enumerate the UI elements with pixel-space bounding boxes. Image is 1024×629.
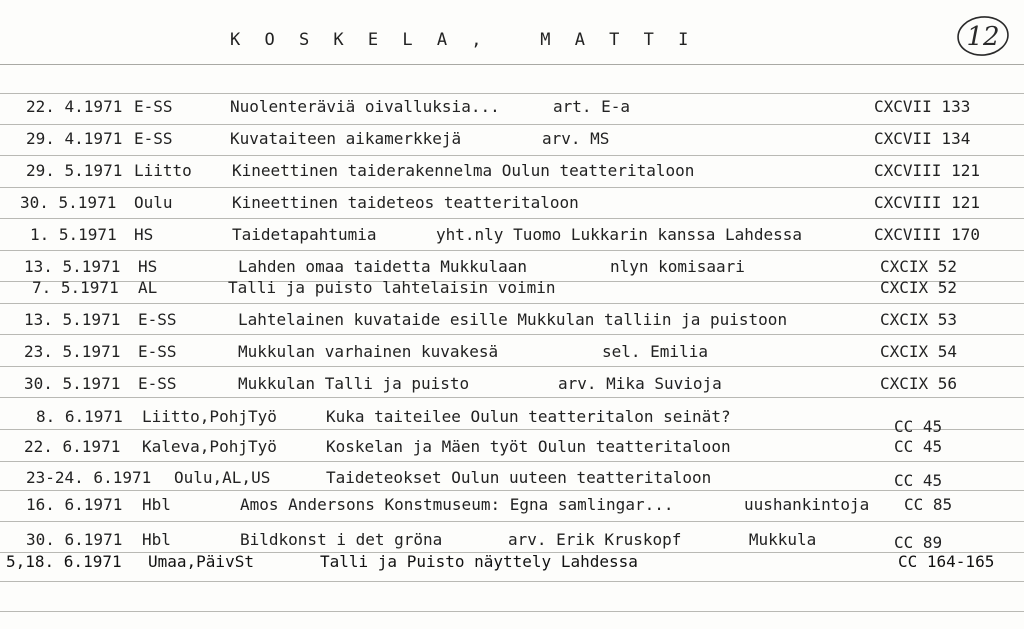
ruled-line xyxy=(0,250,1024,251)
entry-ref: CXCIX 56 xyxy=(880,374,958,393)
entry-note: yht.nly Tuomo Lukkarin kanssa Lahdessa xyxy=(436,225,803,244)
entry-date: 5,18. 6.1971 xyxy=(6,552,122,571)
entry-title: Kuvataiteen aikamerkkejä xyxy=(230,129,462,148)
entry-date: 8. 6.1971 xyxy=(36,407,123,426)
entry-date: 7. 5.1971 xyxy=(32,278,119,297)
entry-title: Talli ja puisto lahtelaisin voimin xyxy=(228,278,556,297)
entry-title: Bildkonst i det gröna xyxy=(240,530,443,549)
entry-date: 13. 5.1971 xyxy=(24,310,121,329)
entry-date: 23-24. 6.1971 xyxy=(26,468,152,487)
entry-date: 30. 6.1971 xyxy=(26,530,123,549)
ruled-line xyxy=(0,581,1024,582)
entry-date: 30. 5.1971 xyxy=(24,374,121,393)
card-number: 12 xyxy=(966,22,1000,52)
entry-source: E-SS xyxy=(138,310,177,329)
entry-ref: CXCIX 52 xyxy=(880,257,958,276)
entry-note: arv. Erik Kruskopf Mukkula xyxy=(508,530,817,549)
entry-note: nlyn komisaari xyxy=(610,257,745,276)
entry-date: 29. 5.1971 xyxy=(26,161,123,180)
entry-title: Taideteokset Oulun uuteen teatteritaloon xyxy=(326,468,712,487)
entry-date: 22. 6.1971 xyxy=(24,437,121,456)
entry-note: arv. MS xyxy=(542,129,610,148)
ruled-line xyxy=(0,124,1024,125)
list-item xyxy=(0,224,1024,246)
entry-ref: CC 45 xyxy=(894,437,943,456)
entry-date: 29. 4.1971 xyxy=(26,129,123,148)
entry-note: art. E-a xyxy=(553,97,631,116)
entry-date: 13. 5.1971 xyxy=(24,257,121,276)
entry-note: arv. Mika Suvioja xyxy=(558,374,722,393)
entry-title: Kuka taiteilee Oulun teatteritalon seinät? xyxy=(326,407,731,426)
entry-date: 1. 5.1971 xyxy=(30,225,117,244)
entry-ref: CXCIX 52 xyxy=(880,278,958,297)
entry-title: Taidetapahtumia xyxy=(232,225,377,244)
entry-source: Oulu xyxy=(134,193,173,212)
entry-title: Talli ja Puisto näyttely Lahdessa xyxy=(320,552,638,571)
entry-title: Lahden omaa taidetta Mukkulaan xyxy=(238,257,527,276)
entry-source: Kaleva,PohjTyö xyxy=(142,437,277,456)
ruled-line xyxy=(0,397,1024,398)
entry-date: 16. 6.1971 xyxy=(26,495,123,514)
entry-title: Mukkulan Talli ja puisto xyxy=(238,374,470,393)
list-item xyxy=(0,341,1024,363)
list-item xyxy=(0,128,1024,150)
entry-ref: CXCIX 53 xyxy=(880,310,958,329)
entry-note: sel. Emilia xyxy=(602,342,708,361)
entry-ref: CC 89 xyxy=(894,533,943,552)
header-rule xyxy=(0,64,1024,65)
list-item xyxy=(0,467,1024,489)
entry-ref: CXCVIII 170 xyxy=(874,225,980,244)
entry-ref: CC 85 xyxy=(904,495,953,514)
ruled-line xyxy=(0,611,1024,612)
entry-note: uushankintoja xyxy=(744,495,870,514)
entry-date: 22. 4.1971 xyxy=(26,97,123,116)
ruled-line xyxy=(0,187,1024,188)
entry-ref: CC 45 xyxy=(894,471,943,490)
entry-ref: CC 164-165 xyxy=(898,552,995,571)
ruled-line xyxy=(0,218,1024,219)
entry-source: E-SS xyxy=(138,342,177,361)
ruled-line xyxy=(0,366,1024,367)
entry-source: Umaa,PäivSt xyxy=(148,552,254,571)
ruled-line xyxy=(0,334,1024,335)
entry-source: Oulu,AL,US xyxy=(174,468,271,487)
list-item xyxy=(0,494,1024,516)
entry-source: Hbl xyxy=(142,495,171,514)
card-number-stamp xyxy=(955,14,1011,58)
entry-source: Liitto xyxy=(134,161,192,180)
ruled-line xyxy=(0,155,1024,156)
list-item xyxy=(0,192,1024,214)
entry-source: AL xyxy=(138,278,158,297)
entry-title: Kineettinen taiderakennelma Oulun teatteritaloon xyxy=(232,161,695,180)
entry-source: HS xyxy=(134,225,154,244)
entry-ref: CXCIX 54 xyxy=(880,342,958,361)
ruled-line xyxy=(0,93,1024,94)
entry-source: Liitto,PohjTyö xyxy=(142,407,277,426)
list-item xyxy=(0,551,1024,573)
entry-ref: CXCVII 133 xyxy=(874,97,971,116)
ruled-line xyxy=(0,461,1024,462)
entry-date: 30. 5.1971 xyxy=(20,193,117,212)
entry-title: Mukkulan varhainen kuvakesä xyxy=(238,342,499,361)
entry-title: Nuolenteräviä oivalluksia... xyxy=(230,97,500,116)
ruled-line xyxy=(0,490,1024,491)
entry-ref: CC 45 xyxy=(894,417,943,436)
entry-date: 23. 5.1971 xyxy=(24,342,121,361)
ruled-line xyxy=(0,521,1024,522)
entry-source: Hbl xyxy=(142,530,171,549)
list-item xyxy=(0,436,1024,458)
list-item xyxy=(0,256,1024,278)
list-item xyxy=(0,373,1024,395)
entry-title: Lahtelainen kuvataide esille Mukkulan talliin ja puistoon xyxy=(238,310,788,329)
entry-ref: CXCVII 134 xyxy=(874,129,971,148)
entry-source: E-SS xyxy=(134,97,173,116)
entry-ref: CXCVIII 121 xyxy=(874,193,980,212)
entry-source: HS xyxy=(138,257,158,276)
entry-source: E-SS xyxy=(138,374,177,393)
entry-source: E-SS xyxy=(134,129,173,148)
list-item xyxy=(0,529,1024,551)
list-item xyxy=(0,96,1024,118)
person-name: K O S K E L A , M A T T I xyxy=(230,30,696,50)
list-item xyxy=(0,160,1024,182)
entry-title: Kineettinen taideteos teatteritaloon xyxy=(232,193,579,212)
entry-title: Koskelan ja Mäen työt Oulun teatteritaloon xyxy=(326,437,731,456)
list-item xyxy=(0,277,1024,299)
entry-ref: CXCVIII 121 xyxy=(874,161,980,180)
list-item xyxy=(0,406,1024,436)
ruled-line xyxy=(0,429,1024,430)
list-item xyxy=(0,309,1024,331)
ruled-line xyxy=(0,303,1024,304)
entry-title: Amos Andersons Konstmuseum: Egna samlingar... xyxy=(240,495,674,514)
circled-number-icon xyxy=(955,14,1011,58)
